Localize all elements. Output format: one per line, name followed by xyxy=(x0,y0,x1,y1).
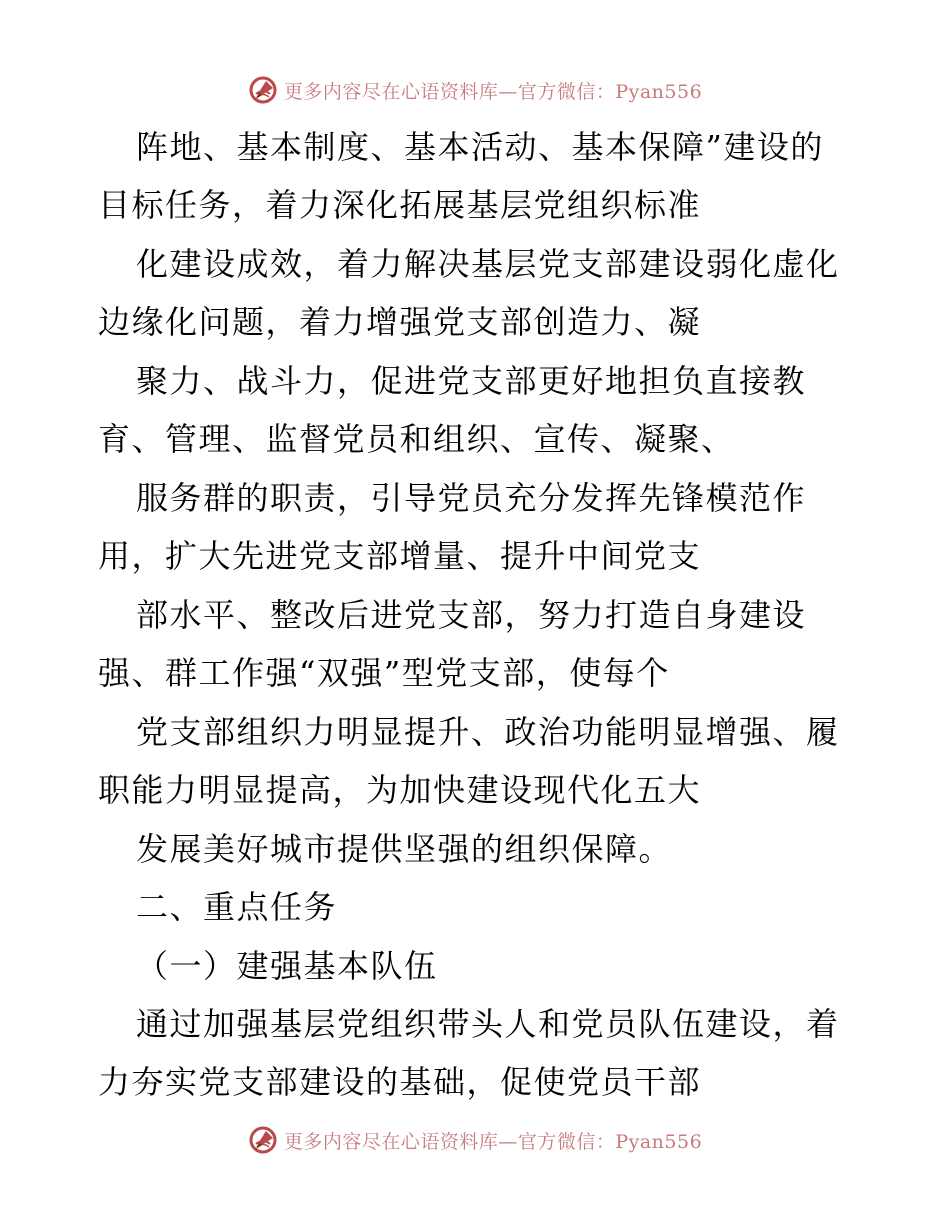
book-pen-logo-icon xyxy=(248,1125,278,1155)
body-text-line: 部水平、整改后进党支部，努力打造自身建设 xyxy=(136,596,807,634)
header-watermark-banner xyxy=(0,70,950,110)
subsection-heading: （一）建强基本队伍 xyxy=(136,947,438,985)
body-text-line: 服务群的职责，引导党员充分发挥先锋模范作 xyxy=(136,479,807,517)
body-text-line: 育、管理、监督党员和组织、宣传、凝聚、 xyxy=(98,420,735,458)
body-text-line: 用，扩大先进党支部增量、提升中间党支 xyxy=(98,537,702,575)
body-text-line: 发展美好城市提供坚强的组织保障。 xyxy=(136,830,673,868)
footer-watermark-banner xyxy=(0,1120,950,1160)
footer-watermark-text: 更多内容尽在心语资料库—官方微信：Pyan556 xyxy=(283,1130,703,1153)
body-text-line: 通过加强基层党组织带头人和党员队伍建设，着 xyxy=(136,1005,840,1043)
header-watermark-text: 更多内容尽在心语资料库—官方微信：Pyan556 xyxy=(283,80,703,103)
body-text-line: 力夯实党支部建设的基础，促使党员干部 xyxy=(98,1063,702,1101)
body-text-line: 党支部组织力明显提升、政治功能明显增强、履 xyxy=(136,713,840,751)
body-text-line: 化建设成效，着力解决基层党支部建设弱化虚化 xyxy=(136,245,840,283)
body-text-line: 聚力、战斗力，促进党支部更好地担负直接教 xyxy=(136,362,807,400)
book-pen-logo-icon xyxy=(248,75,278,105)
section-heading: 二、重点任务 xyxy=(136,888,338,926)
body-text-line: 阵地、基本制度、基本活动、基本保障”建设的 xyxy=(136,128,824,166)
body-text-line: 强、群工作强“双强”型党支部，使每个 xyxy=(98,654,670,692)
body-text-line: 目标任务，着力深化拓展基层党组织标准 xyxy=(98,186,702,224)
body-text-line: 边缘化问题，着力增强党支部创造力、凝 xyxy=(98,303,702,341)
body-text-line: 职能力明显提高，为加快建设现代化五大 xyxy=(98,771,702,809)
